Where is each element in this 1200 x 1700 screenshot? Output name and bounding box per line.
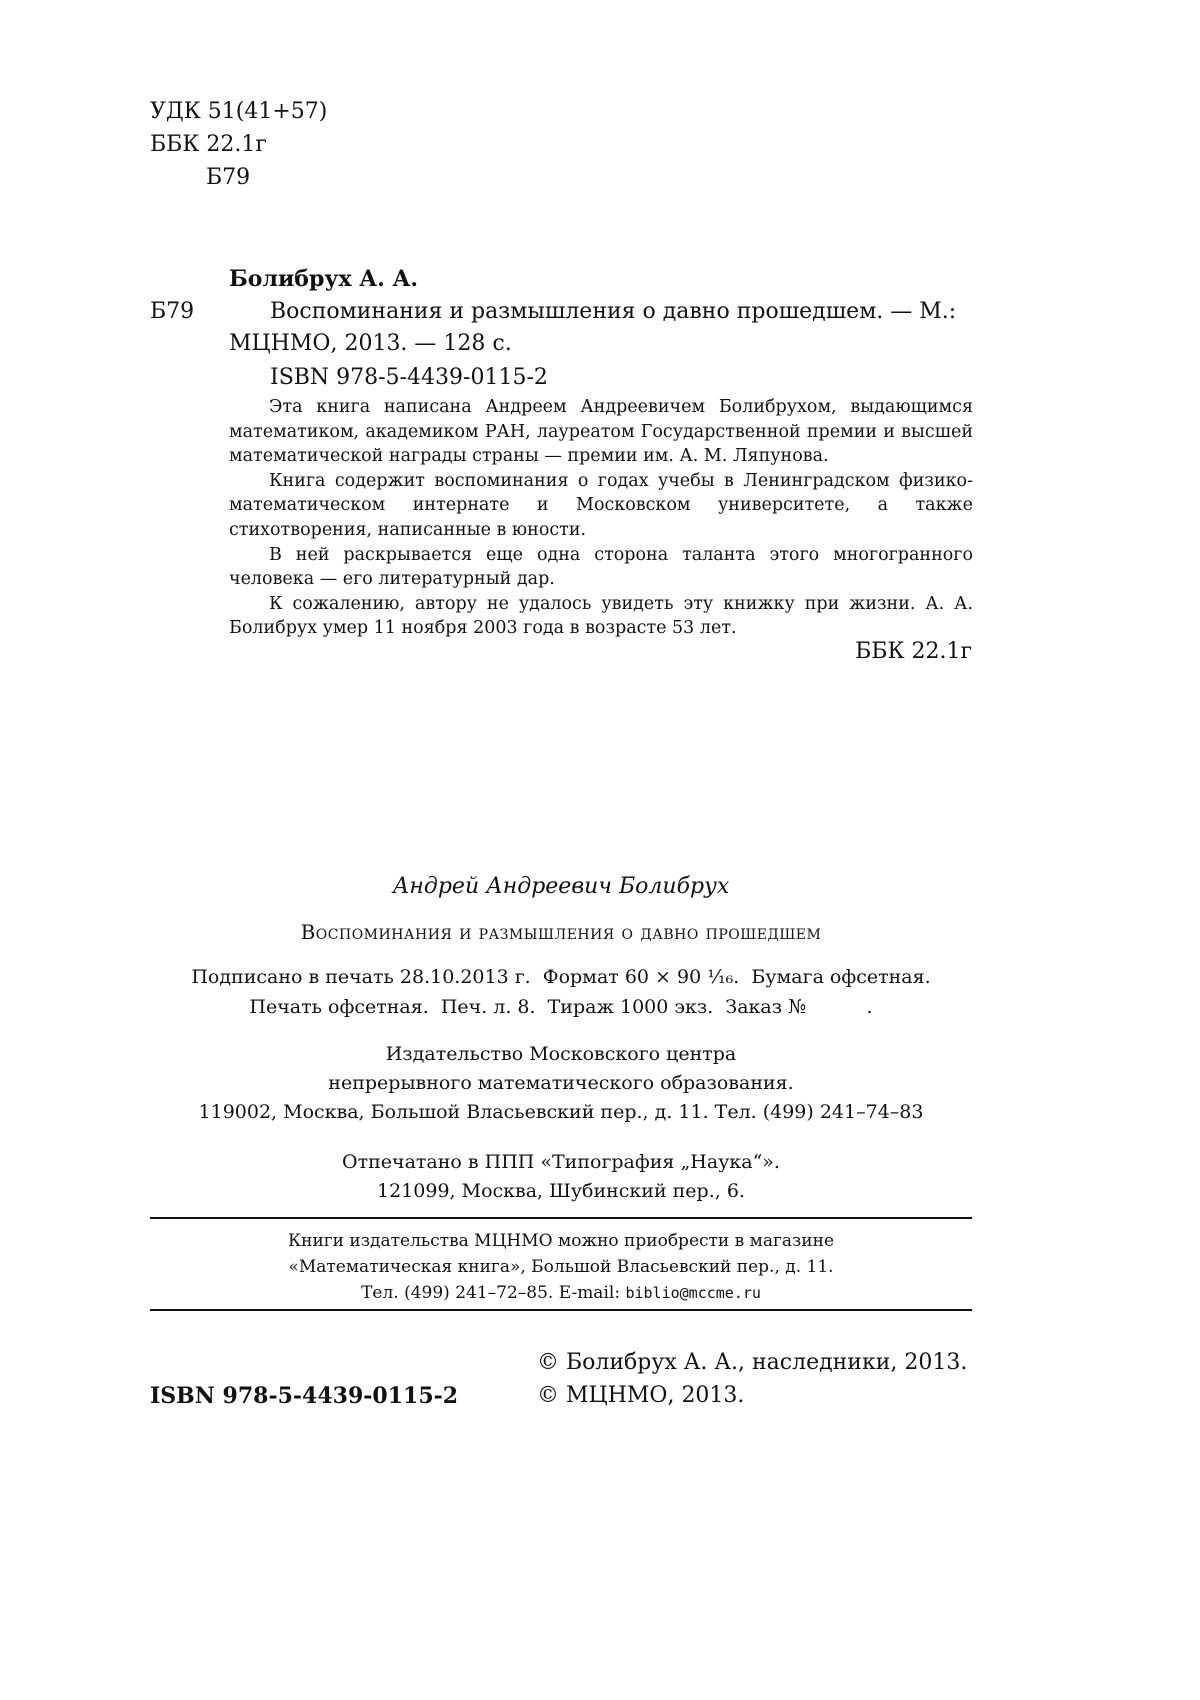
- colophon-author-name: Андрей Андреевич Болибрух: [392, 874, 730, 899]
- print-details: [150, 962, 972, 1022]
- bottom-divider: [150, 1309, 972, 1311]
- record-isbn: ISBN 978-5-4439-0115-2: [270, 365, 548, 390]
- record-author-sign: Б79: [150, 299, 195, 324]
- printer-line2: 121099, Москва, Шубинский пер., 6.: [377, 1180, 745, 1202]
- colophon-title: Воспоминания и размышления о давно прошедшем: [300, 920, 822, 944]
- annotation-paragraph: К сожалению, автору не удалось увидеть эту книжку при жизни. А. А. Болибрух умер 11 ноября 2003 года в возрасте 53 лет.: [229, 593, 973, 639]
- annotation-bbk: ББК 22.1г: [855, 639, 972, 664]
- annotation-paragraph: Эта книга написана Андреем Андреевичем Болибрухом, выдающимся математиком, академиком РАН, лауреатом Государственной премии и высшей математической награды страны — премии им. А. М. Ляпунова.: [229, 397, 973, 467]
- publisher-line2: непрерывного математического образования.: [328, 1072, 794, 1094]
- footer-isbn: ISBN 978-5-4439-0115-2: [150, 1383, 459, 1409]
- copyright-publisher: © МЦНМО, 2013.: [537, 1383, 745, 1408]
- shop-email: biblio@mccme.ru: [625, 1284, 761, 1302]
- book-title-line1: Воспоминания и размышления о давно прошедшем. — М.:: [270, 299, 957, 324]
- copyright-author: © Болибрух А. А., наследники, 2013.: [537, 1350, 968, 1375]
- annotation-paragraph: В ней раскрывается еще одна сторона таланта этого многогранного человека — его литературный дар.: [229, 544, 973, 590]
- book-title-line2: МЦНМО, 2013. — 128 с.: [229, 331, 512, 356]
- bbk-code: ББК 22.1г: [150, 132, 267, 157]
- annotation-paragraph: Книга содержит воспоминания о годах учебы в Ленинградском физико-математическом интернате и Московском университете, а также стихотворения, написанные в юности.: [229, 470, 973, 540]
- udk-code: УДК 51(41+57): [150, 99, 328, 124]
- print-details-line1: Подписано в печать 28.10.2013 г. Формат 60 × 90 ⅟₁₆. Бумага офсетная.: [191, 966, 931, 988]
- printer-info: [150, 1148, 972, 1206]
- printer-line1: Отпечатано в ППП «Типография „Наука“».: [342, 1151, 780, 1173]
- shop-info: [150, 1228, 972, 1306]
- top-divider: [150, 1217, 972, 1219]
- shop-line1: Книги издательства МЦНМО можно приобрести в магазине: [287, 1231, 835, 1251]
- shop-line2: «Математическая книга», Большой Власьевский пер., д. 11.: [288, 1257, 834, 1277]
- colophon-title-block: [150, 918, 972, 946]
- shop-phone: Тел. (499) 241–72–85. E-mail:: [361, 1283, 626, 1303]
- print-details-line2: Печать офсетная. Печ. л. 8. Тираж 1000 экз. Заказ № .: [249, 996, 873, 1018]
- author-name: Болибрух А. А.: [229, 266, 419, 292]
- shop-line3: [150, 1280, 972, 1306]
- author-sign-code: Б79: [206, 165, 251, 190]
- annotation: [229, 395, 973, 641]
- publisher-line1: Издательство Московского центра: [385, 1043, 737, 1065]
- publisher-info: [150, 1040, 972, 1127]
- colophon-author: [150, 870, 972, 904]
- publisher-line3: 119002, Москва, Большой Власьевский пер., д. 11. Тел. (499) 241–74–83: [198, 1101, 924, 1123]
